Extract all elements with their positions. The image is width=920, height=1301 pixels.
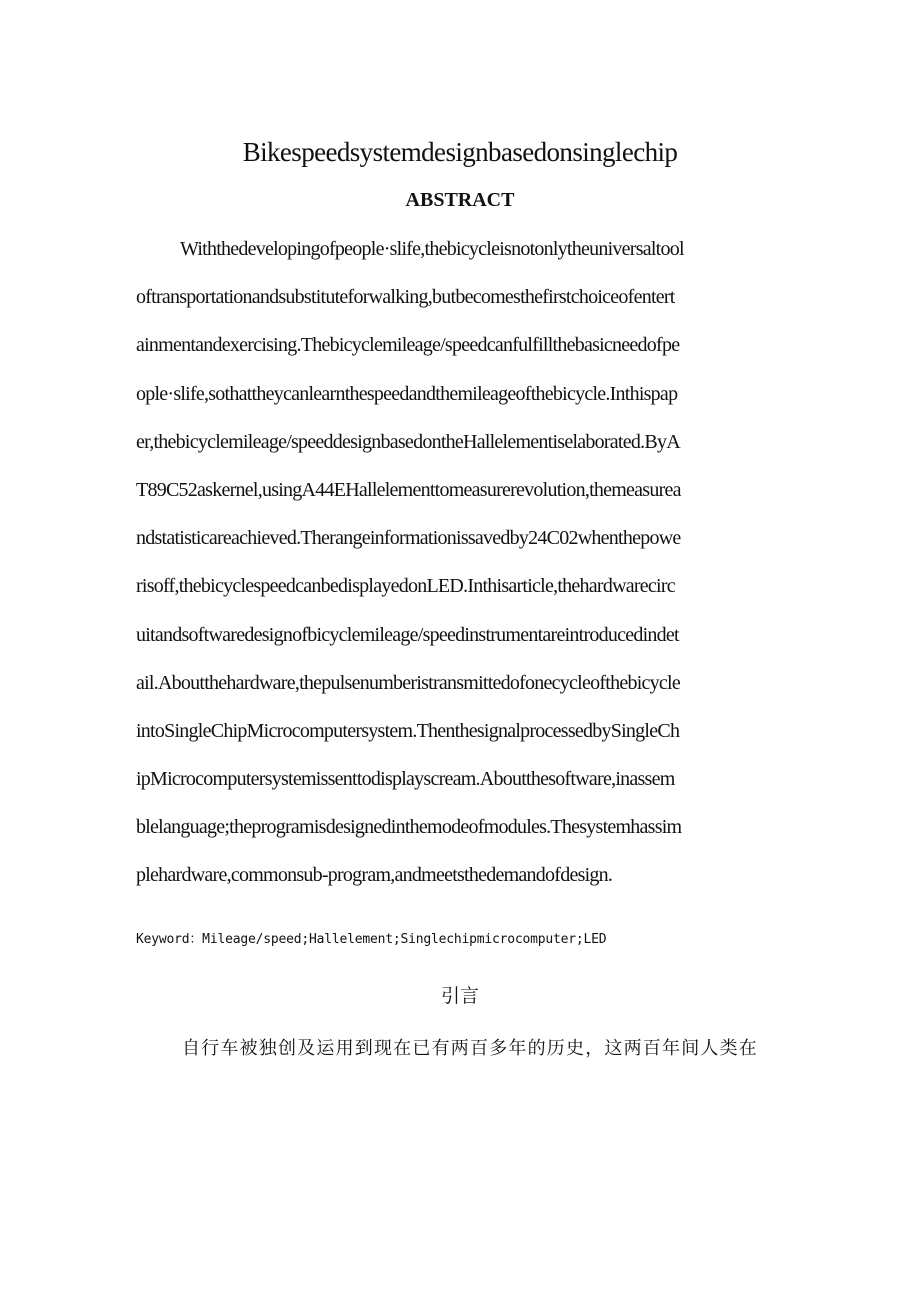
abstract-line: er,thebicyclemileage/speeddesignbasedontheHallelementiselaborated.ByA — [136, 430, 680, 453]
keywords-line: Keyword：Mileage/speed;Hallelement;Singlechipmicrocomputer;LED — [136, 932, 607, 947]
abstract-line: uitandsoftwaredesignofbicyclemileage/speedinstrumentareintroducedindet — [136, 623, 679, 646]
abstract-line: Withthedevelopingofpeople·slife,thebicycleisnotonlytheuniversaltool — [180, 238, 684, 260]
abstract-line: ainmentandexercising.Thebicyclemileage/speedcanfulfillthebasicneedofpe — [136, 334, 680, 357]
abstract-line: plehardware,commonsub-program,andmeetsthedemandofdesign. — [136, 864, 613, 887]
introduction-first-line: 自行车被独创及运用到现在已有两百多年的历史，这两百年间人类在 — [182, 1038, 758, 1059]
abstract-line: oftransportationandsubstituteforwalking,butbecomesthefirstchoiceofentert — [136, 286, 675, 309]
abstract-line: ople·slife,sothattheycanlearnthespeedandthemileageofthebicycle.Inthispap — [136, 382, 678, 405]
abstract-line: risoff,thebicyclespeedcanbedisplayedonLED.Inthisarticle,thehardwarecirc — [136, 575, 675, 598]
abstract-paragraph — [136, 230, 786, 905]
abstract-line: ndstatisticareachieved.Therangeinformationissavedby24C02whenthepowe — [136, 527, 681, 550]
abstract-line: ipMicrocomputersystemissenttodisplayscream.Aboutthesoftware,inassem — [136, 768, 675, 791]
document-title: Bikespeedsystemdesignbasedonsinglechip — [242, 137, 678, 167]
abstract-line: ail.Aboutthehardware,thepulsenumberistransmittedofonecycleofthebicycle — [136, 671, 680, 694]
abstract-line: blelanguage;theprogramisdesignedinthemodeofmodules.Thesystemhassim — [136, 816, 682, 839]
abstract-line: intoSingleChipMicrocomputersystem.ThenthesignalprocessedbySingleCh — [136, 719, 680, 742]
introduction-heading: 引言 — [440, 985, 479, 1007]
abstract-line: T89C52askernel,usingA44EHallelementtomeasurerevolution,themeasurea — [136, 478, 681, 501]
abstract-heading: ABSTRACT — [405, 189, 515, 211]
